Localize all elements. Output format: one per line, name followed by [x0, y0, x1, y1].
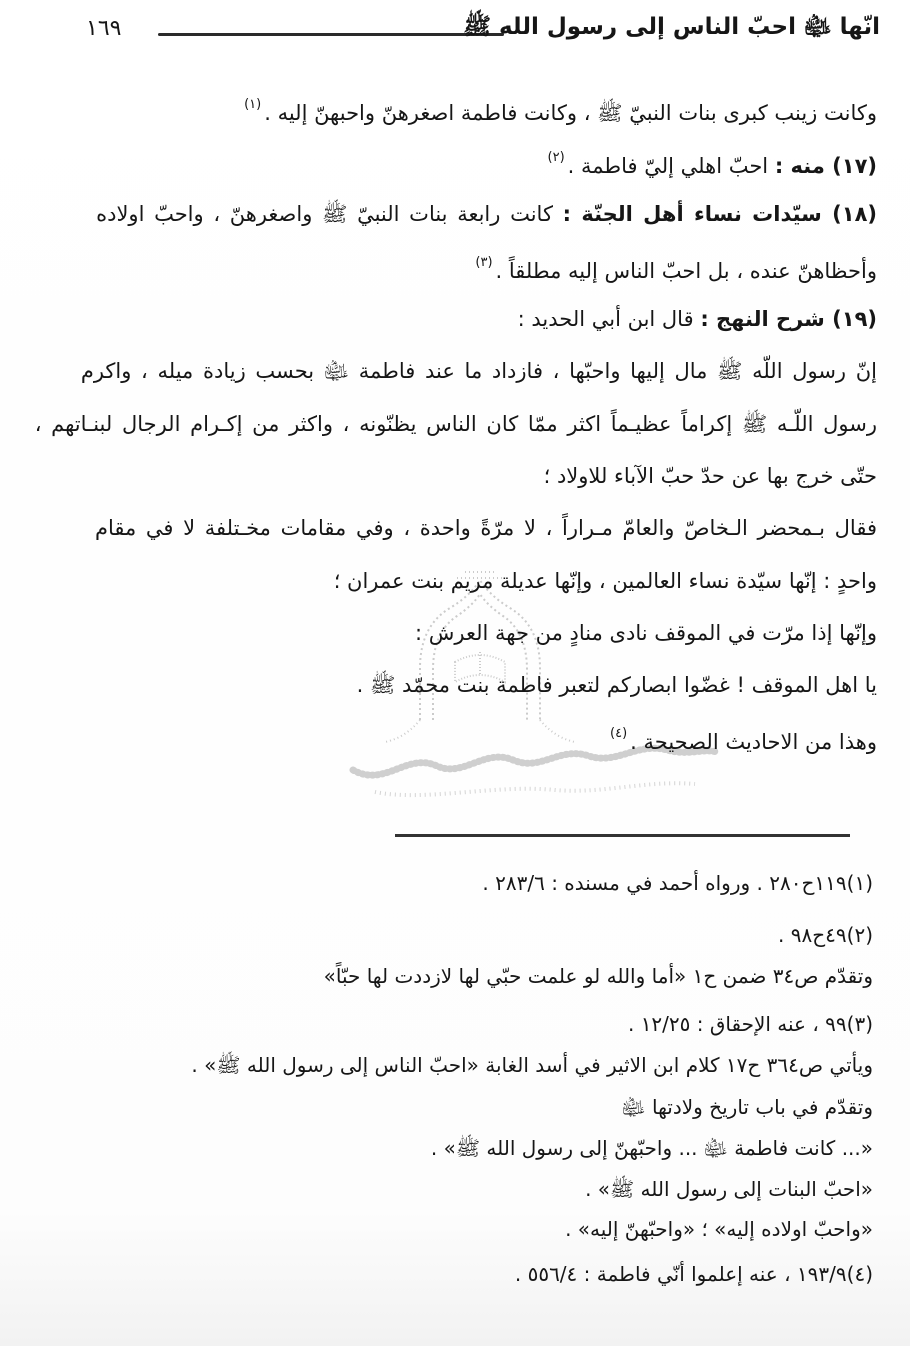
body-line: رسول اللّـه ﷺ إكراماً عظيـماً اكثر ممّا كان الناس يظنّونه ، واكثر من إكـرام الرجال لبنـاتهم ،: [34, 412, 877, 436]
footnote-ref: (٢): [547, 150, 565, 165]
body-line: وكانت زينب كبرى بنات النبيّ ﷺ ، وكانت فاطمة اصغرهنّ واحبهنّ إليه .$^{(١)}$: [244, 97, 877, 125]
header-title: انّها ﵍ احبّ الناس إلى رسول الله ﷺ: [463, 14, 880, 40]
body-line: حتّى خرج بها عن حدّ حبّ الآباء للاولاد ؛: [543, 464, 877, 488]
footnote-ref: (١): [244, 97, 262, 112]
body-line: (١٨) سيّدات نساء أهل الجنّة : كانت رابعة بنات النبيّ ﷺ واصغرهنّ ، واحبّ اولاده: [96, 202, 877, 226]
footnote-line: (٤)١٩٣/٩ ، عنه إعلموا أنّي فاطمة : ٥٥٦/٤ .: [514, 1262, 873, 1286]
body-line: وأحظاهنّ عنده ، بل احبّ الناس إليه مطلقاً .$^{(٣)}$: [475, 255, 877, 283]
footnote-line: وتقدّم ص٣٤ ضمن ح١ «أما والله لو علمت حبّي لها لازددت لها حبّاً»: [323, 964, 873, 988]
body-line: واحدٍ : إنّها سيّدة نساء العالمين ، وإنّها عديلة مريم بنت عمران ؛: [333, 569, 877, 593]
page-number: ١٦٩: [86, 16, 122, 41]
body-line: إنّ رسول اللّه ﷺ مال إليها واحبّها ، فازداد ما عند فاطمة ﵍ بحسب زيادة ميله ، واكرم: [80, 359, 877, 383]
body-line: وهذا من الاحاديث الصحيحة .$^{(٤)}$: [610, 726, 877, 754]
body-line: (١٧) منه : احبّ اهلي إليّ فاطمة .$^{(٢)}$: [547, 150, 877, 178]
footnote-line: (٢)٤٩ح٩٨ .: [778, 923, 873, 947]
footnote-line: وتقدّم في باب تاريخ ولادتها ﵍: [621, 1095, 873, 1119]
footnote-line: (١)١١٩ح٢٨٠ . ورواه أحمد في مسنده : ٢٨٣/٦ .: [482, 871, 873, 895]
body-line: وإنّها إذا مرّت في الموقف نادى منادٍ من جهة العرش :: [415, 621, 877, 645]
footnote-line: «... كانت فاطمة ﵍ ... واحبّهنّ إلى رسول الله ﷺ» .: [430, 1136, 873, 1160]
footnote-ref: (٣): [475, 255, 493, 270]
calligraphy-flourish-2: [375, 783, 695, 795]
footnote-separator: [395, 834, 850, 837]
footnote-line: (٣)٩٩ ، عنه الإحقاق : ١٢/٢٥ .: [627, 1012, 873, 1036]
footnote-line: «احبّ البنات إلى رسول الله ﷺ» .: [585, 1177, 873, 1201]
footnote-line: «واحبّ اولاده إليه» ؛ «واحبّهنّ إليه» .: [565, 1217, 873, 1241]
footnote-ref: (٤): [610, 726, 628, 741]
header-rule: [158, 33, 504, 36]
footnote-line: ويأتي ص٣٦٤ ح١٧ كلام ابن الاثير في أسد الغابة «احبّ الناس إلى رسول الله ﷺ» .: [191, 1053, 873, 1077]
body-line: فقال بـمحضر الـخاصّ والعامّ مـراراً ، لا مرّةً واحدة ، وفي مقامات مخـتلفة لا في مقام: [94, 516, 877, 540]
body-line: يا اهل الموقف ! غضّوا ابصاركم لتعبر فاطمة بنت محمّد ﷺ .: [356, 673, 877, 697]
body-line: (١٩) شرح النهج : قال ابن أبي الحديد :: [517, 307, 877, 331]
